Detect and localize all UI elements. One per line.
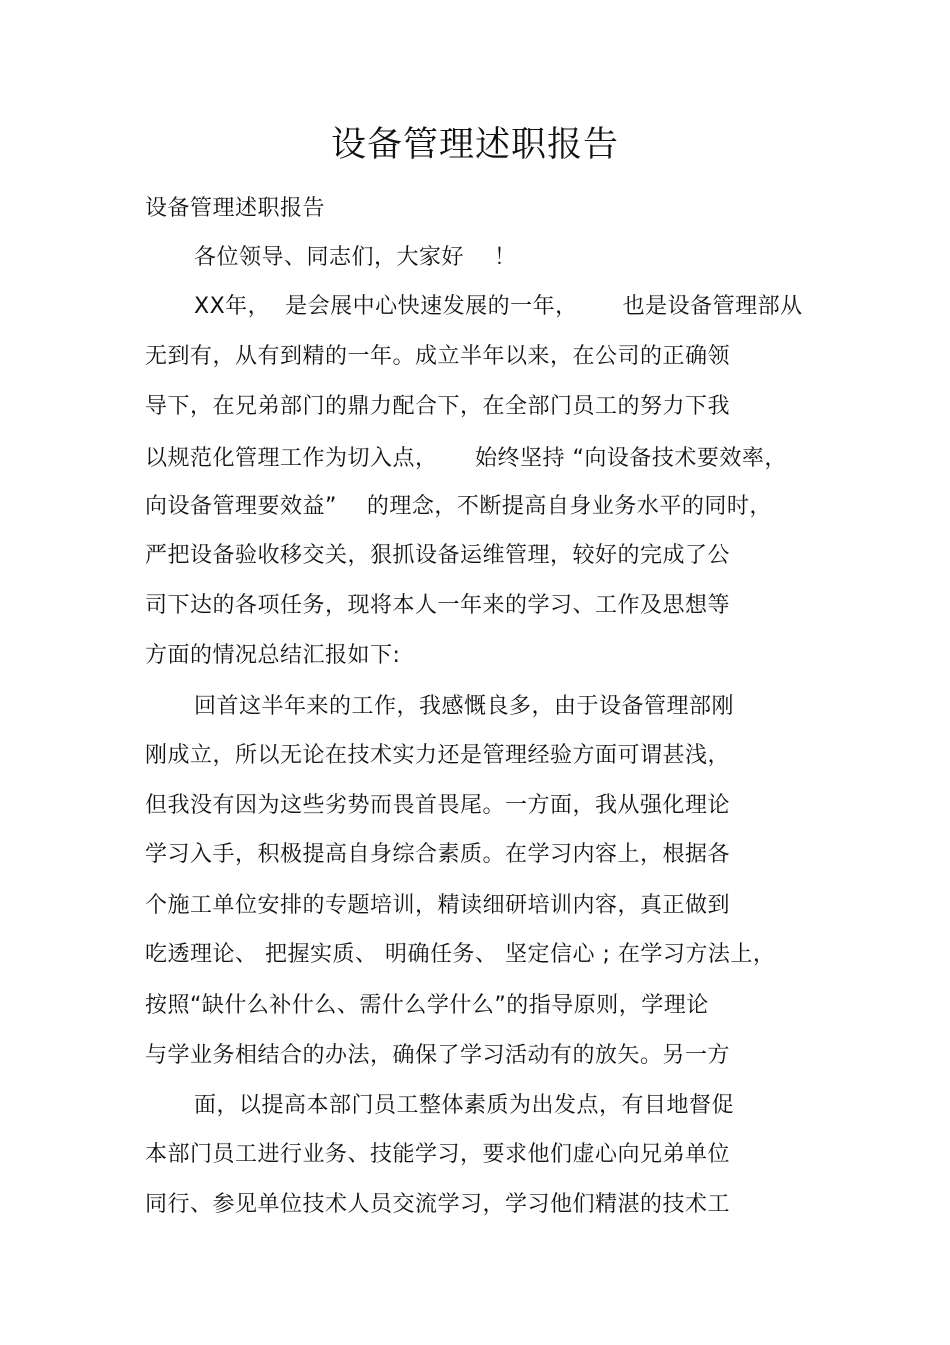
body-line: 以规范化管理工作为切入点， 始终坚持 “向设备技术要效率， <box>145 446 787 471</box>
body-line: 严把设备验收移交关，狠抓设备运维管理，较好的完成了公 <box>145 543 731 568</box>
body-line: 但我没有因为这些劣势而畏首畏尾。一方面，我从强化理论 <box>145 793 731 818</box>
body-line: 司下达的各项任务，现将本人一年来的学习、工作及思想等 <box>145 593 731 618</box>
body-line: 方面的情况总结汇报如下: <box>145 643 401 668</box>
body-line: 同行、参见单位技术人员交流学习，学习他们精湛的技术工 <box>145 1192 731 1217</box>
document-title: 设备管理述职报告 <box>330 125 619 165</box>
body-line: 本部门员工进行业务、技能学习，要求他们虚心向兄弟单位 <box>145 1142 731 1167</box>
body-line: 与学业务相结合的办法，确保了学习活动有的放矢。另一方 <box>145 1043 731 1068</box>
body-line: 导下，在兄弟部门的鼎力配合下，在全部门员工的努力下我 <box>145 394 731 419</box>
body-line: 学习入手，积极提高自身综合素质。在学习内容上，根据各 <box>145 842 731 867</box>
subtitle-line: 设备管理述职报告 <box>145 196 326 221</box>
body-line: 面，以提高本部门员工整体素质为出发点，有目地督促 <box>194 1093 735 1118</box>
body-line: 按照“缺什么补什么、需什么学什么”的指导原则，学理论 <box>145 993 709 1018</box>
body-line: 向设备管理要效益” 的理念，不断提高自身业务水平的同时， <box>145 494 772 519</box>
body-line: 吃透理论、 把握实质、 明确任务、 坚定信心 ; 在学习方法上， <box>145 942 776 967</box>
greeting-line: 各位领导、同志们，大家好 ！ <box>194 245 517 270</box>
body-line: XX年， 是会展中心快速发展的一年， 也是设备管理部从 <box>194 294 803 319</box>
body-line: 回首这半年来的工作，我感慨良多，由于设备管理部刚 <box>194 694 735 719</box>
body-line: 刚成立，所以无论在技术实力还是管理经验方面可谓甚浅， <box>145 743 731 768</box>
body-line: 个施工单位安排的专题培训，精读细研培训内容，真正做到 <box>145 893 731 918</box>
body-line: 无到有，从有到精的一年。成立半年以来，在公司的正确领 <box>145 344 731 369</box>
